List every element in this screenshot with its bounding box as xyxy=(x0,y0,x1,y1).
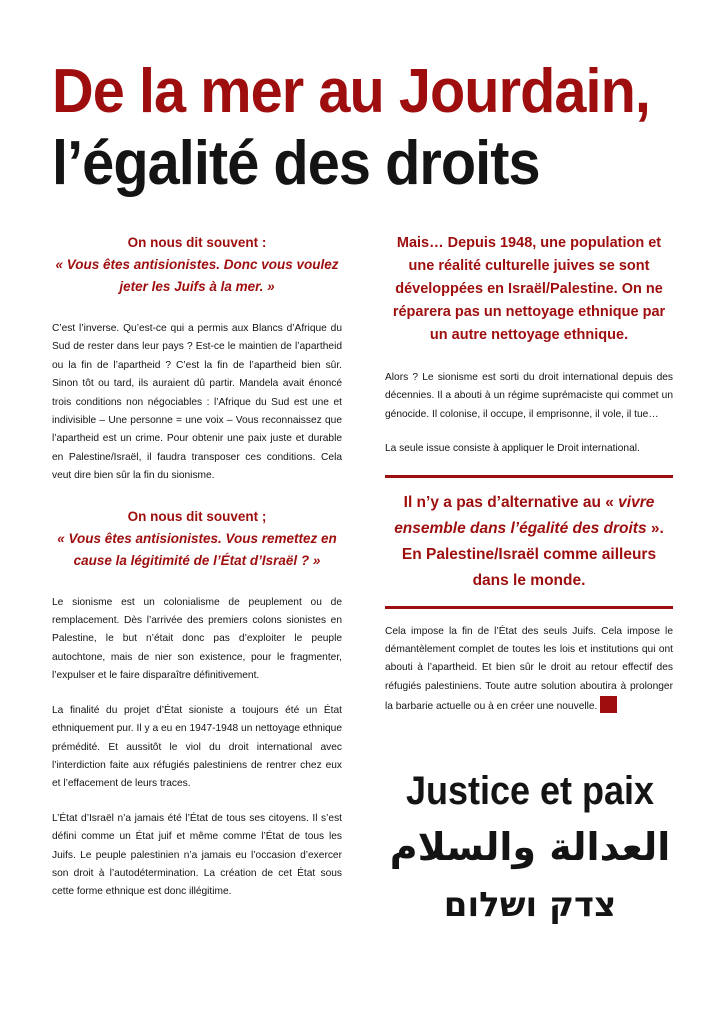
right-paragraph-3-text: Cela impose la fin de l’État des seuls Juifs. Cela impose le démantèlement complet de toutes les lois et institutions qui ont abouti à l’apartheid. Et bien sûr le droit au retour effectif des réfugiés palestiniens. Toute autre solution aboutira à prolonger la barbarie actuelle ou à en créer une nouvelle. xyxy=(385,625,673,713)
divider-top xyxy=(385,475,673,478)
left-heading-1-intro: On nous dit souvent : xyxy=(127,235,267,250)
alternative-quote: vivre ensemble dans l’égalité des droits xyxy=(394,493,655,537)
title-line-1: De la mer au Jourdain, xyxy=(52,57,650,126)
left-heading-2-quote: « Vous êtes antisionistes. Vous remettez en cause la légitimité de l’État d’Israël ? » xyxy=(57,530,337,568)
left-heading-2-intro: On nous dit souvent ; xyxy=(127,508,267,524)
left-heading-1 xyxy=(52,232,342,298)
right-paragraph-1: Alors ? Le sionisme est sorti du droit international depuis des décennies. Il a abouti à un régime suprémaciste qui commet un génocide. Il colonise, il occupe, il emprisonne, il vole, il tue… xyxy=(385,372,673,420)
slogan-block xyxy=(385,764,675,934)
slogan-hebrew: צדק ושלום xyxy=(443,885,617,925)
divider-bottom xyxy=(385,606,673,609)
left-column xyxy=(52,232,342,918)
alternative-statement xyxy=(385,490,673,594)
right-paragraph-3 xyxy=(385,623,673,717)
title-line-2: l’égalité des droits xyxy=(52,129,540,198)
left-paragraph-3: La finalité du projet d’État sioniste a toujours été un État ethniquement pur. Il y a eu en 1947-1948 un nettoyage ethnique prémédité. Et aussitôt le viol du droit international avec l’interdiction faite aux réfugiés palestiniens de rentrer chez eux et l’effacement de leurs traces. xyxy=(52,704,342,790)
right-paragraph-2: La seule issue consiste à appliquer le Droit international. xyxy=(385,443,640,455)
alternative-pre: Il n’y a pas d’alternative au « xyxy=(403,493,619,511)
alternative-post: ». En Palestine/Israël comme ailleurs dans le monde. xyxy=(401,519,664,589)
slogan-arabic: العدالة والسلام xyxy=(389,825,671,869)
left-paragraph-2: Le sionisme est un colonialisme de peuplement ou de remplacement. Dès l’arrivée des premiers colons sionistes en Palestine, le but n’était donc pas d’exploiter le peuple autochtone, mais de nier son existence, pour le fragmenter, l’expulser et le faire disparaître définitivement. xyxy=(52,596,342,682)
left-paragraph-4: L’État d’Israël n’a jamais été l’État de tous ses citoyens. Il s’est défini comme un État juif et même comme l’État de tous les Juifs. Le peuple palestinien n’a jamais eu l’occasion d’exercer son droit à l’autodétermination. La création de cet État sous cette forme ethnique est donc illégitime. xyxy=(52,812,342,898)
left-paragraph-1: C’est l’inverse. Qu’est-ce qui a permis aux Blancs d’Afrique du Sud de rester dans leur pays ? Est-ce le maintien de l’apartheid ou la fin de l’apartheid ? C’est la fin de l’apartheid bien sûr. Sinon tôt ou tard, ils auraient dû partir. Mandela avait énoncé trois conditions non négociables : l’Afrique du Sud est une et indivisible – Une personne = une voix – Vous reconnaissez que l’apartheid est un crime. Pour obtenir une paix juste et durable en Palestine/Israël, il faudra transposer ces conditions. Cela veut dire bien sûr la fin du sionisme. xyxy=(52,323,342,482)
end-mark-square xyxy=(600,696,617,713)
left-heading-1-quote: « Vous êtes antisionistes. Donc vous voulez jeter les Juifs à la mer. » xyxy=(55,257,339,294)
right-column xyxy=(385,232,673,733)
slogan-french: Justice et paix xyxy=(405,769,655,813)
left-heading-2 xyxy=(52,506,342,572)
page-title xyxy=(52,56,692,200)
right-heading: Mais… Depuis 1948, une population et une réalité culturelle juives se sont développées en Israël/Palestine. On ne réparera pas un nettoyage ethnique par un autre nettoyage ethnique. xyxy=(392,235,666,343)
